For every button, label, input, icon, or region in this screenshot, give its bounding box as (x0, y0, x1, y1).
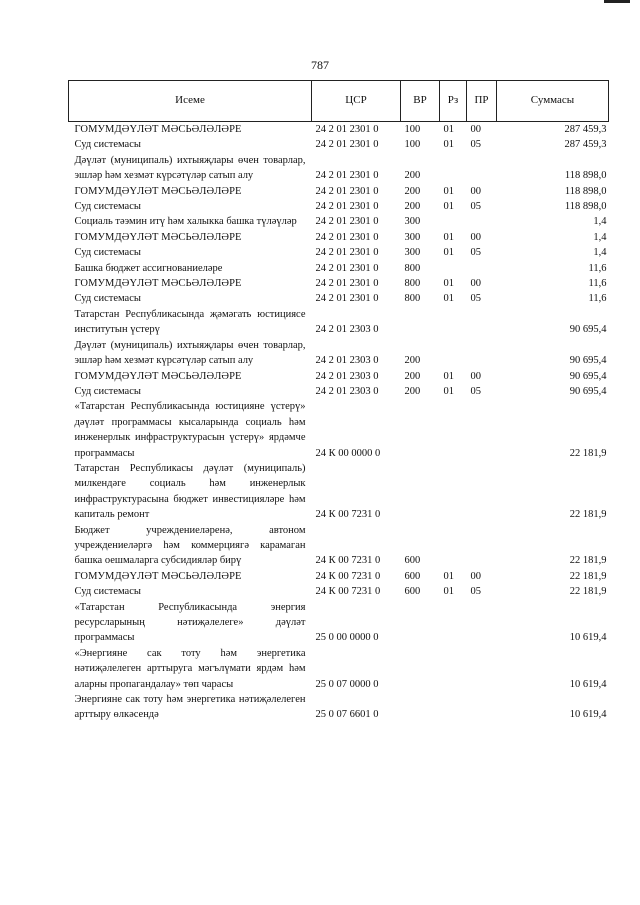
cell-pr: 00 (470, 370, 481, 382)
cell-vr (401, 399, 440, 461)
page-number: 787 (311, 58, 329, 72)
cell-sum: 1,4 (593, 216, 607, 228)
cell-name: ГОМУМДӘҮЛӘТ МӘСЬӘЛӘЛӘРЕ (74, 185, 242, 197)
cell-rz: 01 (443, 385, 454, 397)
cell-name: Бюджет учреждениеләренә, автоном учреждениеләргә һәм коммерциягә карамаган башка оешмаларга субсидияләр бирү (74, 524, 306, 567)
cell-pr (467, 399, 497, 461)
cell-rz (440, 646, 467, 692)
cell-pr (467, 214, 497, 229)
table-row (69, 461, 609, 523)
cell-name: Дәүләт (муниципаль) ихтыяҗлары өчен товарлар, эшләр һәм хезмәт күрсәтүләр сатып алу (74, 339, 306, 367)
cell-sum: 1,4 (593, 231, 607, 243)
cell-vr: 200 (404, 170, 421, 182)
table-row (69, 261, 609, 276)
table-row (69, 307, 609, 338)
cell-rz (440, 399, 467, 461)
cell-vr: 200 (404, 355, 421, 367)
cell-pr (467, 338, 497, 369)
header-pr: ПР (467, 81, 497, 122)
cell-sum: 1,4 (593, 247, 607, 259)
table-row (69, 153, 609, 184)
cell-pr: 05 (470, 247, 481, 259)
cell-name: Социаль тәэмин итү һәм халыкка башка түләүләр (74, 216, 297, 228)
cell-rz: 01 (443, 185, 454, 197)
cell-vr: 200 (404, 370, 421, 382)
cell-vr: 800 (404, 293, 421, 305)
cell-vr: 300 (404, 216, 421, 228)
cell-rz: 01 (443, 231, 454, 243)
cell-pr: 00 (470, 570, 481, 582)
cell-name: ГОМУМДӘҮЛӘТ МӘСЬӘЛӘЛӘРЕ (74, 231, 242, 243)
cell-csr: 24 2 01 2301 0 (315, 216, 379, 228)
cell-pr: 00 (470, 124, 481, 135)
cell-name: Суд системасы (74, 201, 141, 213)
cell-pr: 00 (470, 278, 481, 290)
cell-name: Суд системасы (74, 586, 141, 598)
table-row (69, 384, 609, 399)
cell-pr (467, 461, 497, 523)
cell-vr (401, 692, 440, 723)
table-row (69, 646, 609, 692)
cell-csr: 25 0 00 0000 0 (315, 632, 379, 644)
cell-sum: 22 181,9 (569, 586, 607, 598)
cell-csr: 25 0 07 6601 0 (315, 709, 379, 721)
cell-rz (440, 600, 467, 646)
cell-csr: 24 К 00 0000 0 (315, 447, 381, 459)
cell-csr: 24 2 01 2303 0 (315, 385, 379, 397)
cell-name: Татарстан Республикасы дәүләт (муниципаль) милкендәге социаль һәм инженерлык инфраструктурасына бюджет инвестицияләре һәм капиталь ремонт (74, 462, 306, 521)
cell-sum: 10 619,4 (569, 678, 607, 690)
cell-sum: 287 459,3 (564, 124, 607, 135)
cell-csr: 24 К 00 7231 0 (315, 555, 381, 567)
cell-pr: 05 (470, 293, 481, 305)
cell-csr: 24 2 01 2301 0 (315, 262, 379, 274)
header-sum: Суммасы (497, 81, 609, 122)
corner-scan-mark (604, 0, 630, 3)
table-row (69, 276, 609, 291)
cell-sum: 10 619,4 (569, 709, 607, 721)
cell-rz: 01 (443, 139, 454, 151)
table-row (69, 584, 609, 599)
cell-name: «Татарстан Республикасында юстицияне үстерү» дәүләт программасы кысаларында социаль һәм инженерлык инфраструктурасын үстерү» ярдәмче программасы (74, 401, 306, 459)
cell-rz (440, 692, 467, 723)
table-header (69, 81, 609, 122)
table-row (69, 523, 609, 569)
cell-csr: 24 2 01 2301 0 (315, 278, 379, 290)
cell-rz: 01 (443, 124, 454, 135)
cell-name: ГОМУМДӘҮЛӘТ МӘСЬӘЛӘЛӘРЕ (74, 570, 242, 582)
cell-pr (467, 600, 497, 646)
cell-sum: 90 695,4 (569, 355, 607, 367)
cell-vr: 600 (404, 570, 421, 582)
cell-pr (467, 307, 497, 338)
cell-csr: 24 2 01 2303 0 (315, 324, 379, 336)
table-body (69, 122, 609, 723)
cell-vr (401, 307, 440, 338)
table-row (69, 122, 609, 138)
cell-sum: 10 619,4 (569, 632, 607, 644)
cell-pr: 05 (470, 385, 481, 397)
cell-pr: 05 (470, 139, 481, 151)
table-row (69, 692, 609, 723)
header-rz: Рз (440, 81, 467, 122)
cell-csr: 25 0 07 0000 0 (315, 678, 379, 690)
cell-rz: 01 (443, 247, 454, 259)
table-row (69, 199, 609, 214)
cell-pr (467, 692, 497, 723)
cell-rz: 01 (443, 278, 454, 290)
cell-csr: 24 2 01 2301 0 (315, 139, 379, 151)
cell-vr: 600 (404, 555, 421, 567)
cell-sum: 90 695,4 (569, 370, 607, 382)
cell-csr: 24 2 01 2301 0 (315, 185, 379, 197)
cell-csr: 24 2 01 2301 0 (315, 124, 379, 135)
table-row (69, 291, 609, 306)
cell-sum: 118 898,0 (564, 185, 607, 197)
cell-csr: 24 2 01 2303 0 (315, 355, 379, 367)
cell-name: Энергияне сак тоту һәм энергетика нәтиҗәлелеген арттыру өлкәсендә (74, 694, 306, 721)
cell-sum: 90 695,4 (569, 385, 607, 397)
cell-name: Суд системасы (74, 247, 141, 259)
cell-rz: 01 (443, 570, 454, 582)
cell-sum: 11,6 (588, 293, 607, 305)
cell-rz (440, 461, 467, 523)
cell-name: ГОМУМДӘҮЛӘТ МӘСЬӘЛӘЛӘРЕ (74, 370, 242, 382)
cell-rz: 01 (443, 293, 454, 305)
cell-pr: 05 (470, 586, 481, 598)
cell-pr (467, 153, 497, 184)
header-vr: ВР (401, 81, 440, 122)
cell-csr: 24 2 01 2301 0 (315, 231, 379, 243)
cell-vr: 300 (404, 231, 421, 243)
header-csr: ЦСР (312, 81, 401, 122)
cell-sum: 287 459,3 (564, 139, 607, 151)
cell-csr: 24 2 01 2301 0 (315, 170, 379, 182)
cell-csr: 24 2 01 2303 0 (315, 370, 379, 382)
cell-sum: 22 181,9 (569, 570, 607, 582)
cell-rz: 01 (443, 586, 454, 598)
cell-vr: 600 (404, 586, 421, 598)
cell-sum: 90 695,4 (569, 324, 607, 336)
cell-sum: 11,6 (588, 262, 607, 274)
cell-vr: 800 (404, 262, 421, 274)
cell-csr: 24 К 00 7231 0 (315, 570, 381, 582)
cell-name: ГОМУМДӘҮЛӘТ МӘСЬӘЛӘЛӘРЕ (74, 124, 242, 135)
table-row (69, 230, 609, 245)
cell-pr (467, 523, 497, 569)
cell-csr: 24 К 00 7231 0 (315, 509, 381, 521)
table-row (69, 245, 609, 260)
cell-name: Башка бюджет ассигнованиеләре (74, 262, 223, 274)
header-name: Исеме (69, 81, 312, 122)
cell-csr: 24 2 01 2301 0 (315, 201, 379, 213)
cell-rz (440, 153, 467, 184)
table-row (69, 399, 609, 461)
cell-name: Суд системасы (74, 293, 141, 305)
cell-vr: 300 (404, 247, 421, 259)
cell-pr: 05 (470, 201, 481, 213)
cell-csr: 24 2 01 2301 0 (315, 293, 379, 305)
cell-vr: 200 (404, 201, 421, 213)
cell-vr (401, 646, 440, 692)
cell-rz (440, 214, 467, 229)
cell-sum: 22 181,9 (569, 447, 607, 459)
cell-sum: 118 898,0 (564, 201, 607, 213)
cell-rz: 01 (443, 370, 454, 382)
cell-name: ГОМУМДӘҮЛӘТ МӘСЬӘЛӘЛӘРЕ (74, 278, 242, 290)
cell-vr: 200 (404, 385, 421, 397)
cell-name: Суд системасы (74, 139, 141, 151)
cell-sum: 118 898,0 (564, 170, 607, 182)
cell-csr: 24 2 01 2301 0 (315, 247, 379, 259)
cell-sum: 22 181,9 (569, 509, 607, 521)
cell-rz (440, 523, 467, 569)
table-row (69, 600, 609, 646)
table-row (69, 137, 609, 152)
cell-rz: 01 (443, 201, 454, 213)
table-row (69, 369, 609, 384)
cell-rz (440, 307, 467, 338)
cell-pr: 00 (470, 231, 481, 243)
cell-sum: 22 181,9 (569, 555, 607, 567)
cell-pr (467, 646, 497, 692)
cell-vr: 200 (404, 185, 421, 197)
table-row (69, 338, 609, 369)
cell-pr: 00 (470, 185, 481, 197)
cell-name: Суд системасы (74, 385, 141, 397)
cell-vr: 100 (404, 139, 421, 151)
cell-name: Дәүләт (муниципаль) ихтыяҗлары өчен товарлар, эшләр һәм хезмәт күрсәтүләр сатып алу (74, 154, 306, 182)
table-row (69, 184, 609, 199)
table-row (69, 569, 609, 584)
cell-vr: 100 (404, 124, 421, 135)
cell-name: Татарстан Республикасында җәмәгать юстициясе институтын үстерү (74, 308, 306, 336)
table-row (69, 214, 609, 229)
cell-name: «Энергияне сак тоту һәм энергетика нәтиҗәлелеген арттыруга мәгълүмати ярдәм һәм аларны пропагандалау» төп чарасы (74, 647, 306, 690)
cell-rz (440, 338, 467, 369)
cell-rz (440, 261, 467, 276)
cell-name: «Татарстан Республикасында энергия ресурсларының нәтиҗәлелеге» дәүләт программасы (74, 601, 306, 644)
cell-sum: 11,6 (588, 278, 607, 290)
budget-table (68, 80, 609, 723)
cell-vr: 800 (404, 278, 421, 290)
cell-csr: 24 К 00 7231 0 (315, 586, 381, 598)
cell-pr (467, 261, 497, 276)
cell-vr (401, 461, 440, 523)
cell-vr (401, 600, 440, 646)
